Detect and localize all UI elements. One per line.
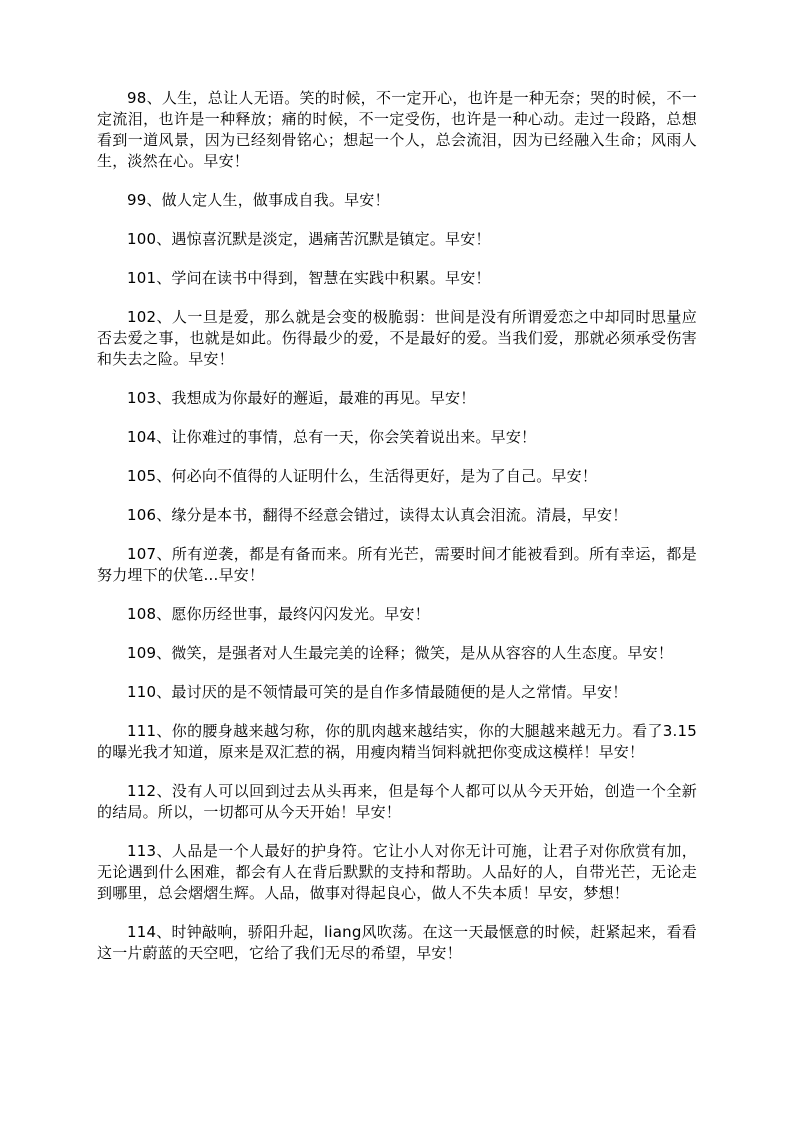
document-page <box>97 88 697 982</box>
paragraph-111: 111、你的腰身越来越匀称，你的肌肉越来越结实，你的大腿越来越无力。看了3.15的曝光我才知道，原来是双汇惹的祸，用瘦肉精当饲料就把你变成这模样！早安！ <box>97 722 697 761</box>
paragraph-107: 107、所有逆袭，都是有备而来。所有光芒，需要时间才能被看到。所有幸运，都是努力埋下的伏笔…早安！ <box>97 545 697 584</box>
paragraph-102: 102、人一旦是爱，那么就是会变的极脆弱：世间是没有所谓爱恋之中却同时思量应否去爱之事，也就是如此。伤得最少的爱，不是最好的爱。当我们爱，那就必须承受伤害和失去之险。早安！ <box>97 308 697 368</box>
paragraph-104: 104、让你难过的事情，总有一天，你会笑着说出来。早安！ <box>127 428 537 446</box>
paragraph-98: 98、人生，总让人无语。笑的时候，不一定开心，也许是一种无奈；哭的时候，不一定流泪，也许是一种释放；痛的时候，不一定受伤，也许是一种心动。走过一段路，总想看到一道风景，因为已经刻骨铭心；想起一个人，总会流泪，因为已经融入生命；风雨人生，淡然在心。早安！ <box>97 89 697 170</box>
paragraph-112: 112、没有人可以回到过去从头再来，但是每个人都可以从今天开始，创造一个全新的结局。所以，一切都可从今天开始！早安！ <box>97 782 697 821</box>
paragraph-106: 106、缘分是本书，翻得不经意会错过，读得太认真会泪流。清晨，早安！ <box>127 506 628 524</box>
paragraph-103: 103、我想成为你最好的邂逅，最难的再见。早安！ <box>127 389 476 407</box>
paragraph-105: 105、何必向不值得的人证明什么，生活得更好，是为了自己。早安！ <box>127 467 598 485</box>
paragraph-109: 109、微笑，是强者对人生最完美的诠释；微笑，是从从容容的人生态度。早安！ <box>127 644 674 662</box>
paragraph-108: 108、愿你历经世事，最终闪闪发光。早安！ <box>127 605 430 623</box>
paragraph-110: 110、最讨厌的是不领情最可笑的是自作多情最随便的是人之常情。早安！ <box>127 683 628 701</box>
paragraph-114: 114、时钟敲响，骄阳升起，liang风吹荡。在这一天最惬意的时候，赶紧起来，看看这一片蔚蓝的天空吧，它给了我们无尽的希望，早安！ <box>97 923 697 962</box>
paragraph-100: 100、遇惊喜沉默是淡定，遇痛苦沉默是镇定。早安！ <box>127 230 491 248</box>
paragraph-99: 99、做人定人生，做事成自我。早安！ <box>127 191 390 209</box>
paragraph-113: 113、人品是一个人最好的护身符。它让小人对你无计可施，让君子对你欣赏有加，无论遇到什么困难，都会有人在背后默默的支持和帮助。人品好的人，自带光芒，无论走到哪里，总会熠熠生辉。人品，做事对得起良心，做人不失本质！早安，梦想！ <box>97 842 697 902</box>
paragraph-101: 101、学问在读书中得到，智慧在实践中积累。早安！ <box>127 269 491 287</box>
